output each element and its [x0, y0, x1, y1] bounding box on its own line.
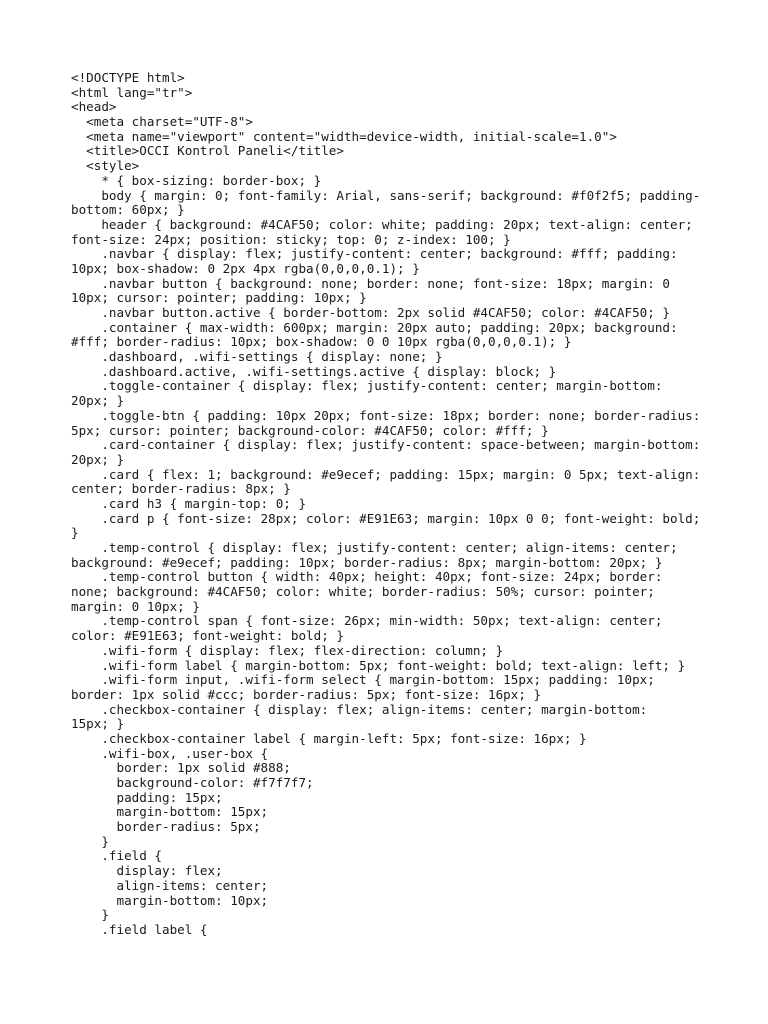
code-line: border: 1px solid #ccc; border-radius: 5px; font-size: 16px; } [71, 686, 542, 702]
code-line: .checkbox-container label { margin-left: 5px; font-size: 16px; } [71, 730, 587, 746]
code-line: } [71, 833, 109, 849]
code-line: margin-bottom: 10px; [71, 892, 269, 908]
code-line: <html lang="tr"> [71, 84, 193, 100]
code-line: .wifi-box, .user-box { [71, 745, 269, 761]
code-line: .wifi-form input, .wifi-form select { margin-bottom: 15px; padding: 10px; [71, 672, 655, 688]
code-line: .card p { font-size: 28px; color: #E91E63; margin: 10px 0 0; font-weight: bold; [71, 510, 701, 526]
code-line: body { margin: 0; font-family: Arial, sans-serif; background: #f0f2f5; padding- [71, 187, 701, 203]
code-line: .navbar button.active { border-bottom: 2px solid #4CAF50; color: #4CAF50; } [71, 305, 670, 320]
code-line: .temp-control span { font-size: 26px; min-width: 50px; text-align: center; [71, 613, 663, 629]
code-line: .temp-control { display: flex; justify-content: center; align-items: center; [71, 540, 678, 555]
code-line: .wifi-form { display: flex; flex-direction: column; } [71, 642, 504, 658]
code-line: center; border-radius: 8px; } [71, 481, 291, 497]
code-line: align-items: center; [71, 877, 269, 893]
code-line: <head> [71, 99, 117, 115]
code-line: .card h3 { margin-top: 0; } [71, 495, 307, 511]
code-line: .dashboard, .wifi-settings { display: none; } [71, 349, 443, 365]
code-line: <meta charset="UTF-8"> [71, 114, 253, 130]
code-line: header { background: #4CAF50; color: white; padding: 20px; text-align: center; [71, 216, 693, 232]
code-line: 10px; box-shadow: 0 2px 4px rgba(0,0,0,0.1); } [71, 260, 420, 276]
code-line: } [71, 525, 79, 541]
code-line: 10px; cursor: pointer; padding: 10px; } [71, 290, 367, 306]
code-line: font-size: 24px; position: sticky; top: 0; z-index: 100; } [71, 231, 511, 247]
code-line: border-radius: 5px; [71, 819, 261, 835]
code-line: #fff; border-radius: 10px; box-shadow: 0 0 10px rgba(0,0,0,0.1); } [71, 334, 572, 350]
code-line: background-color: #f7f7f7; [71, 775, 314, 790]
code-line: .navbar { display: flex; justify-content: center; background: #fff; padding: [71, 246, 678, 262]
code-line: .field label { [71, 921, 208, 937]
code-line: .toggle-btn { padding: 10px 20px; font-size: 18px; border: none; border-radius: [71, 407, 701, 423]
code-line: 15px; } [71, 716, 125, 732]
code-line: .card-container { display: flex; justify-content: space-between; margin-bottom: [71, 437, 701, 453]
code-line: margin: 0 10px; } [71, 598, 200, 614]
code-line: <!DOCTYPE html> [71, 70, 185, 85]
code-line: background: #e9ecef; padding: 10px; border-radius: 8px; margin-bottom: 20px; } [71, 554, 663, 570]
code-line: .dashboard.active, .wifi-settings.active { display: block; } [71, 363, 557, 379]
code-line: .container { max-width: 600px; margin: 20px auto; padding: 20px; background: [71, 319, 678, 335]
code-line: .wifi-form label { margin-bottom: 5px; font-weight: bold; text-align: left; } [71, 657, 686, 673]
code-line: padding: 15px; [71, 789, 223, 805]
code-line: .card { flex: 1; background: #e9ecef; padding: 15px; margin: 0 5px; text-align: [71, 466, 701, 482]
code-line: 20px; } [71, 451, 125, 467]
code-line: margin-bottom: 15px; [71, 804, 269, 820]
code-line: } [71, 907, 109, 923]
code-line: .temp-control button { width: 40px; height: 40px; font-size: 24px; border: [71, 569, 663, 585]
code-line: .field { [71, 848, 162, 864]
code-line: <title>OCCI Kontrol Paneli</title> [71, 143, 344, 159]
code-line: display: flex; [71, 863, 223, 879]
code-line: bottom: 60px; } [71, 202, 185, 218]
code-line: * { box-sizing: border-box; } [71, 172, 322, 188]
code-line: 20px; } [71, 393, 125, 409]
code-line: .checkbox-container { display: flex; align-items: center; margin-bottom: [71, 701, 648, 717]
code-line: .toggle-container { display: flex; justify-content: center; margin-bottom: [71, 378, 663, 394]
code-line: <meta name="viewport" content="width=device-width, initial-scale=1.0"> [71, 128, 617, 144]
code-line: .navbar button { background: none; border: none; font-size: 18px; margin: 0 [71, 275, 670, 291]
code-line: 5px; cursor: pointer; background-color: #4CAF50; color: #fff; } [71, 422, 549, 438]
code-line: border: 1px solid #888; [71, 760, 291, 776]
code-line: <style> [71, 158, 140, 174]
code-line: none; background: #4CAF50; color: white; border-radius: 50%; cursor: pointer; [71, 584, 655, 600]
code-line: color: #E91E63; font-weight: bold; } [71, 628, 344, 644]
